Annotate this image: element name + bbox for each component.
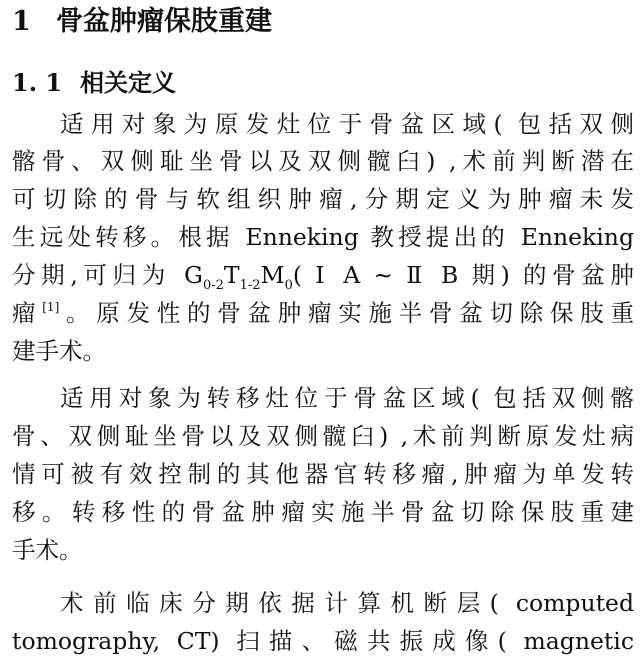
paragraph-3-line-1: 术前临床分期依据计算机断层( computed [60, 589, 634, 617]
section-title: 骨盆肿瘤保肢重建 [56, 6, 272, 37]
citation-reference: [1] [42, 300, 60, 314]
paragraph-1-line-2: 髂骨、双侧耻坐骨以及双侧髋臼) ,术前判断潜在 [12, 147, 634, 175]
paragraph-2-line-4: 移。转移性的骨盆肿瘤实施半骨盆切除保肢重建 [12, 498, 634, 526]
staging-subscript-g: 0-2 [202, 278, 224, 293]
paragraph-1-line-5: 分期,可归为 $G_{0-2}T_{1-2}M_0$( Ⅰ A ~ Ⅱ B 期) 的骨盆肿 [12, 261, 634, 293]
subsection-heading [12, 65, 176, 101]
section-number: 1 [12, 6, 31, 37]
section-heading [12, 2, 272, 42]
paragraph-2-line-3: 情可被有效控制的其他器官转移瘤,肿瘤为单发转 [12, 460, 634, 488]
subsection-number: 1. 1 [12, 68, 63, 97]
paragraph-1-line-7: 建手术。 [12, 337, 106, 365]
paragraph-1-line-3: 可切除的骨与软组织肿瘤,分期定义为肿瘤未发 [12, 185, 634, 213]
paragraph-1-line-1: 适用对象为原发灶位于骨盆区域( 包括双侧 [60, 110, 634, 138]
subsection-title: 相关定义 [80, 69, 176, 97]
paragraph-2-line-5: 手术。 [12, 536, 83, 564]
paragraph-2-line-1: 适用对象为转移灶位于骨盆区域( 包括双侧髂 [60, 384, 634, 412]
paragraph-2-line-2: 骨、双侧耻坐骨以及双侧髋臼) ,术前判断原发灶病 [12, 422, 634, 450]
paragraph-1-line-4: 生远处转移。根据 Enneking 教授提出的 Enneking [12, 223, 634, 251]
staging-subscript-m: 0 [284, 278, 293, 293]
paragraph-1-line-6: 瘤[1]。原发性的骨盆肿瘤实施半骨盆切除保肢重 [12, 299, 634, 327]
paragraph-3-line-2: tomography, CT) 扫描、磁共振成像( magnetic [12, 627, 634, 655]
staging-subscript-t: 1-2 [239, 278, 261, 293]
